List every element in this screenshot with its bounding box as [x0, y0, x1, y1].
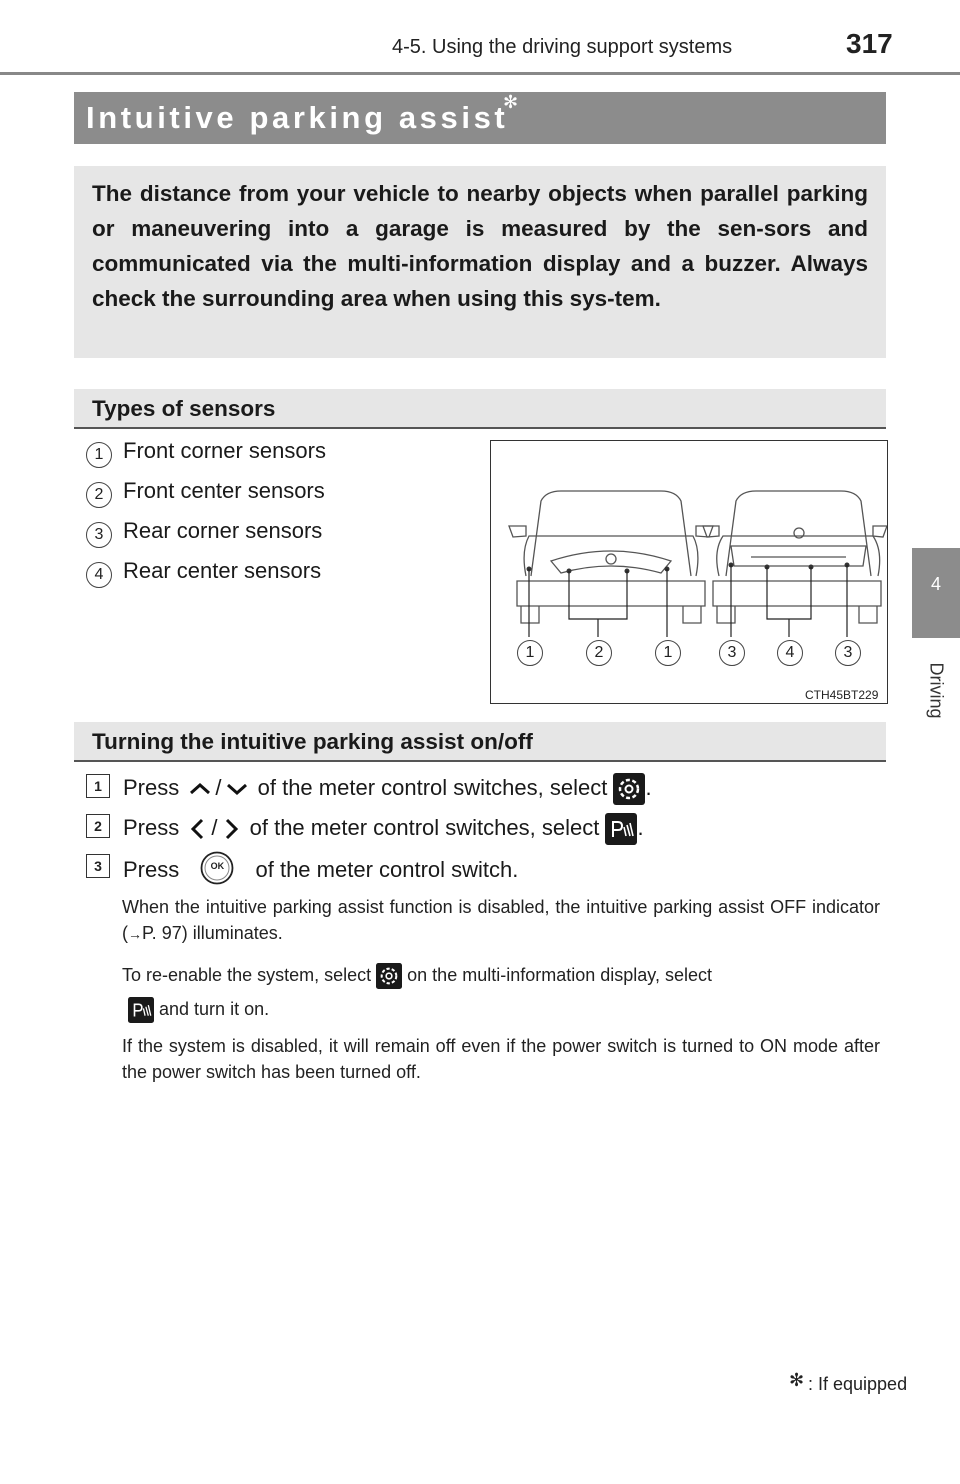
note-1-reference: P. 97) illuminates.	[142, 923, 283, 943]
equipped-mark-icon: ✻	[503, 92, 519, 112]
settings-gear-icon	[613, 773, 645, 805]
sensor-item-rear-corner: Rear corner sensors	[123, 518, 323, 543]
step-1-press: Press	[123, 774, 180, 800]
note-re-enable	[122, 958, 880, 1026]
note-disabled-indicator	[122, 894, 880, 947]
right-arrow-icon	[218, 816, 244, 842]
note-1-text: When the intuitive parking assist function is disabled, the intuitive parking assist OFF indicator (	[122, 897, 880, 943]
step-3-press: Press	[123, 856, 180, 882]
sensor-item-front-center: Front center sensors	[123, 478, 325, 503]
types-heading: Types of sensors	[92, 396, 276, 421]
settings-gear-icon	[376, 963, 402, 989]
item-number-1: 1	[86, 442, 112, 468]
ok-button-icon	[199, 850, 235, 886]
step-2-end: .	[637, 814, 644, 840]
left-arrow-icon	[185, 816, 211, 842]
down-arrow-icon	[222, 779, 252, 799]
step-1-text	[123, 773, 652, 805]
figure-callout: 2	[586, 640, 612, 666]
figure-callout: 4	[777, 640, 803, 666]
up-arrow-icon	[185, 779, 215, 799]
intro-text: The distance from your vehicle to nearby objects when parallel parking or maneuvering into a garage is measured by the sen-sors and communicated via the multi-information display and a buzzer. Always check the surrounding area when using this sys-tem.	[92, 181, 868, 311]
item-number-2: 2	[86, 482, 112, 508]
reference-arrow-icon: →	[128, 926, 142, 942]
note-2-text-b: on the multi-information display, select	[407, 965, 712, 985]
page-title: Intuitive parking assist	[86, 100, 509, 135]
step-1-slash: /	[215, 774, 222, 800]
step-2-post: of the meter control switches, select	[249, 814, 600, 840]
note-2-text-a: To re-enable the system, select	[122, 965, 372, 985]
step-1-end: .	[645, 774, 652, 800]
parking-assist-icon	[128, 997, 154, 1023]
item-number-3: 3	[86, 522, 112, 548]
step-3-post: of the meter control switch.	[255, 856, 519, 882]
note-2-text-c: and turn it on.	[159, 999, 270, 1019]
figure-callout: 3	[719, 640, 745, 666]
sensor-item-rear-center: Rear center sensors	[123, 558, 322, 583]
footnote-text: : If equipped	[808, 1374, 908, 1394]
sensor-location-figure	[490, 440, 888, 704]
sensor-item-front-corner: Front corner sensors	[123, 438, 326, 463]
section-title: 4-5. Using the driving support systems	[392, 36, 733, 58]
chapter-number: 4	[930, 574, 941, 594]
equipped-mark-icon: ✻	[789, 1370, 805, 1390]
figure-code: CTH45BT229	[805, 688, 879, 702]
chapter-label: Driving	[926, 662, 947, 719]
step-number-3: 3	[86, 854, 110, 878]
step-number-1: 1	[86, 774, 110, 798]
ok-label: OK	[210, 861, 225, 871]
header-divider	[0, 72, 960, 75]
step-1-post: of the meter control switches, select	[257, 774, 608, 800]
step-2-slash: /	[211, 814, 218, 840]
step-2-text	[123, 813, 644, 845]
vehicle-illustration	[491, 441, 887, 703]
turning-heading: Turning the intuitive parking assist on/off	[92, 729, 533, 754]
step-number-2: 2	[86, 814, 110, 838]
figure-callout: 1	[517, 640, 543, 666]
figure-callout: 3	[835, 640, 861, 666]
item-number-4: 4	[86, 562, 112, 588]
parking-assist-icon	[605, 813, 637, 845]
step-2-press: Press	[123, 814, 180, 840]
note-remains-off: If the system is disabled, it will remain off even if the power switch is turned to ON mode after the power switch has been turned off.	[122, 1036, 880, 1082]
figure-callout: 1	[655, 640, 681, 666]
page-number: 317	[846, 28, 893, 59]
step-3-text	[123, 853, 518, 889]
